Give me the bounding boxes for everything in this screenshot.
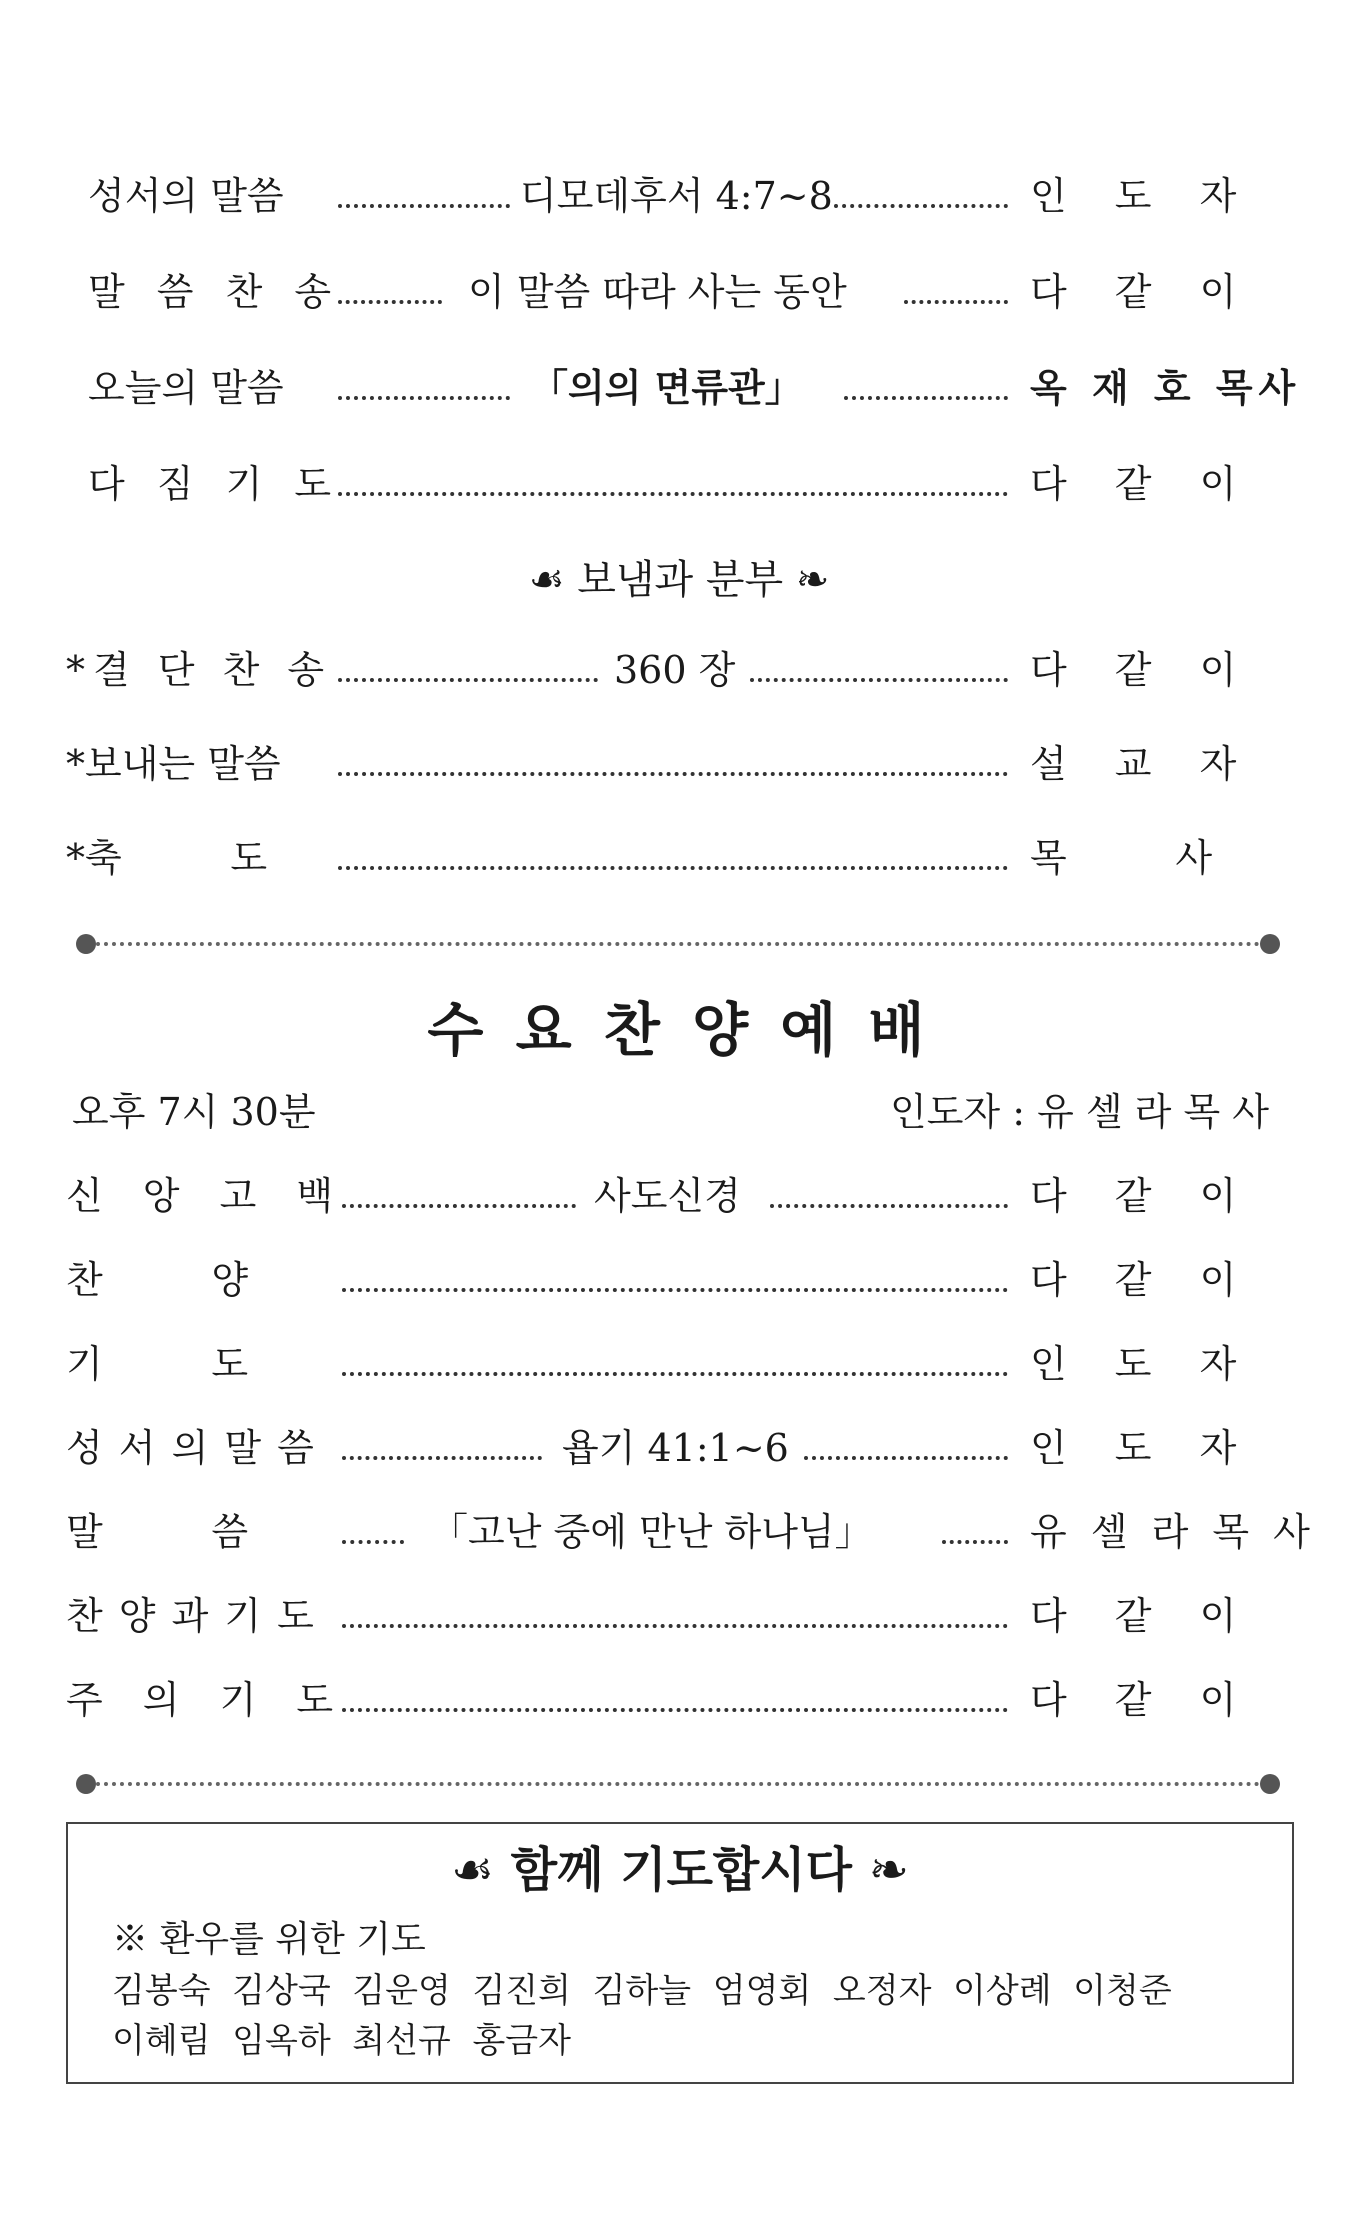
order-row xyxy=(0,1586,1358,1646)
dot-leader xyxy=(338,678,598,682)
order-label: 말 씀 찬 송 xyxy=(88,270,342,314)
order-label: 오늘의 말씀 xyxy=(88,366,284,410)
order-leader: 인 도 자 xyxy=(1030,1426,1255,1470)
divider-endpoint xyxy=(1260,1774,1280,1794)
prayer-names-line: 이혜림 임옥하 최선규 홍금자 xyxy=(112,2021,571,2061)
prayer-subtitle: ※ 환우를 위한 기도 xyxy=(112,1919,426,1960)
order-content: 360 장 xyxy=(614,648,736,692)
order-label: 말 씀 xyxy=(66,1510,249,1554)
dot-leader xyxy=(342,1624,1008,1628)
order-label: 찬 양 과 기 도 xyxy=(66,1594,316,1638)
prayer-request-box xyxy=(66,1822,1294,2084)
order-label: 기 도 xyxy=(66,1342,249,1386)
order-label: *축 도 xyxy=(66,836,268,880)
service-leader: 인도자 : 유 셀 라 목 사 xyxy=(890,1090,1269,1134)
sermon-title: 「의의 면류관」 xyxy=(530,366,803,410)
prayer-title: 함께 기도합시다 xyxy=(510,1842,853,1898)
dot-leader xyxy=(342,1288,1008,1292)
order-row xyxy=(0,1670,1358,1730)
service-time-row xyxy=(0,1082,1358,1142)
order-leader: 옥 재 호 목사 xyxy=(1030,366,1302,410)
dot-leader xyxy=(904,300,1008,304)
order-content: 이 말씀 따라 사는 동안 xyxy=(468,270,847,314)
dot-leader xyxy=(942,1540,1008,1544)
order-label: 다 짐 기 도 xyxy=(88,462,342,506)
order-leader: 다 같 이 xyxy=(1030,462,1255,506)
dot-leader xyxy=(342,1204,576,1208)
left-ornament-icon: ☙ xyxy=(528,557,565,603)
dot-leader xyxy=(770,1204,1008,1208)
order-row xyxy=(0,1418,1358,1478)
order-label: 성서의 말씀 xyxy=(88,174,284,218)
order-label: *결 단 찬 송 xyxy=(66,648,333,692)
order-content: 사도신경 xyxy=(594,1174,741,1218)
order-leader: 다 같 이 xyxy=(1030,1258,1255,1302)
order-leader: 목 사 xyxy=(1030,836,1213,880)
sermon-title: 「고난 중에 만난 하나님」 xyxy=(430,1510,873,1554)
dot-leader xyxy=(338,300,442,304)
dot-leader xyxy=(804,1456,1008,1460)
order-row xyxy=(0,262,1358,322)
dot-leader xyxy=(834,204,1008,208)
order-leader: 다 같 이 xyxy=(1030,270,1255,314)
order-leader: 다 같 이 xyxy=(1030,648,1255,692)
order-leader: 유 셀 라 목 사 xyxy=(1030,1510,1316,1554)
divider-endpoint xyxy=(76,934,96,954)
order-row xyxy=(0,734,1358,794)
dot-leader xyxy=(342,1372,1008,1376)
right-ornament-icon: ❧ xyxy=(868,1842,909,1898)
order-row xyxy=(0,640,1358,700)
left-ornament-icon: ☙ xyxy=(451,1842,495,1898)
divider-endpoint xyxy=(76,1774,96,1794)
dotted-divider xyxy=(84,934,1272,954)
order-label: 찬 양 xyxy=(66,1258,249,1302)
order-row xyxy=(0,358,1358,418)
order-row xyxy=(0,828,1358,888)
dot-leader xyxy=(342,1456,542,1460)
service-time: 오후 7시 30분 xyxy=(72,1090,316,1134)
order-leader: 설 교 자 xyxy=(1030,742,1255,786)
prayer-names-line: 김봉숙 김상국 김운영 김진희 김하늘 엄영회 오정자 이상례 이청준 xyxy=(112,1971,1172,2011)
order-leader: 인 도 자 xyxy=(1030,174,1255,218)
order-row xyxy=(0,1334,1358,1394)
order-row xyxy=(0,1250,1358,1310)
order-leader: 다 같 이 xyxy=(1030,1594,1255,1638)
dot-leader xyxy=(338,396,510,400)
order-leader: 인 도 자 xyxy=(1030,1342,1255,1386)
subheading-text: 보냄과 분부 xyxy=(577,557,784,603)
dot-leader xyxy=(844,396,1008,400)
order-label: *보내는 말씀 xyxy=(66,742,281,786)
dot-leader xyxy=(338,772,1008,776)
order-row xyxy=(0,454,1358,514)
order-leader: 다 같 이 xyxy=(1030,1678,1255,1722)
order-label: 신 앙 고 백 xyxy=(66,1174,348,1218)
order-label: 성 서 의 말 씀 xyxy=(66,1426,316,1470)
dot-leader xyxy=(342,1708,1008,1712)
dot-leader xyxy=(750,678,1008,682)
dot-leader xyxy=(338,492,1008,496)
dot-leader xyxy=(338,866,1008,870)
order-row xyxy=(0,166,1358,226)
right-ornament-icon: ❧ xyxy=(795,557,830,603)
dotted-divider xyxy=(84,1774,1272,1794)
order-content: 욥기 41:1~6 xyxy=(562,1426,789,1470)
order-leader: 다 같 이 xyxy=(1030,1174,1255,1218)
order-label: 주 의 기 도 xyxy=(66,1678,348,1722)
prayer-heading xyxy=(68,1838,1292,1902)
service-title: 수 요 찬 양 예 배 xyxy=(427,996,931,1064)
order-row xyxy=(0,1166,1358,1226)
dot-leader xyxy=(342,1540,404,1544)
divider-endpoint xyxy=(1260,934,1280,954)
section-subheading xyxy=(0,550,1358,610)
order-content: 디모데후서 4:7~8 xyxy=(520,174,833,218)
dot-leader xyxy=(338,204,510,208)
order-row xyxy=(0,1502,1358,1562)
